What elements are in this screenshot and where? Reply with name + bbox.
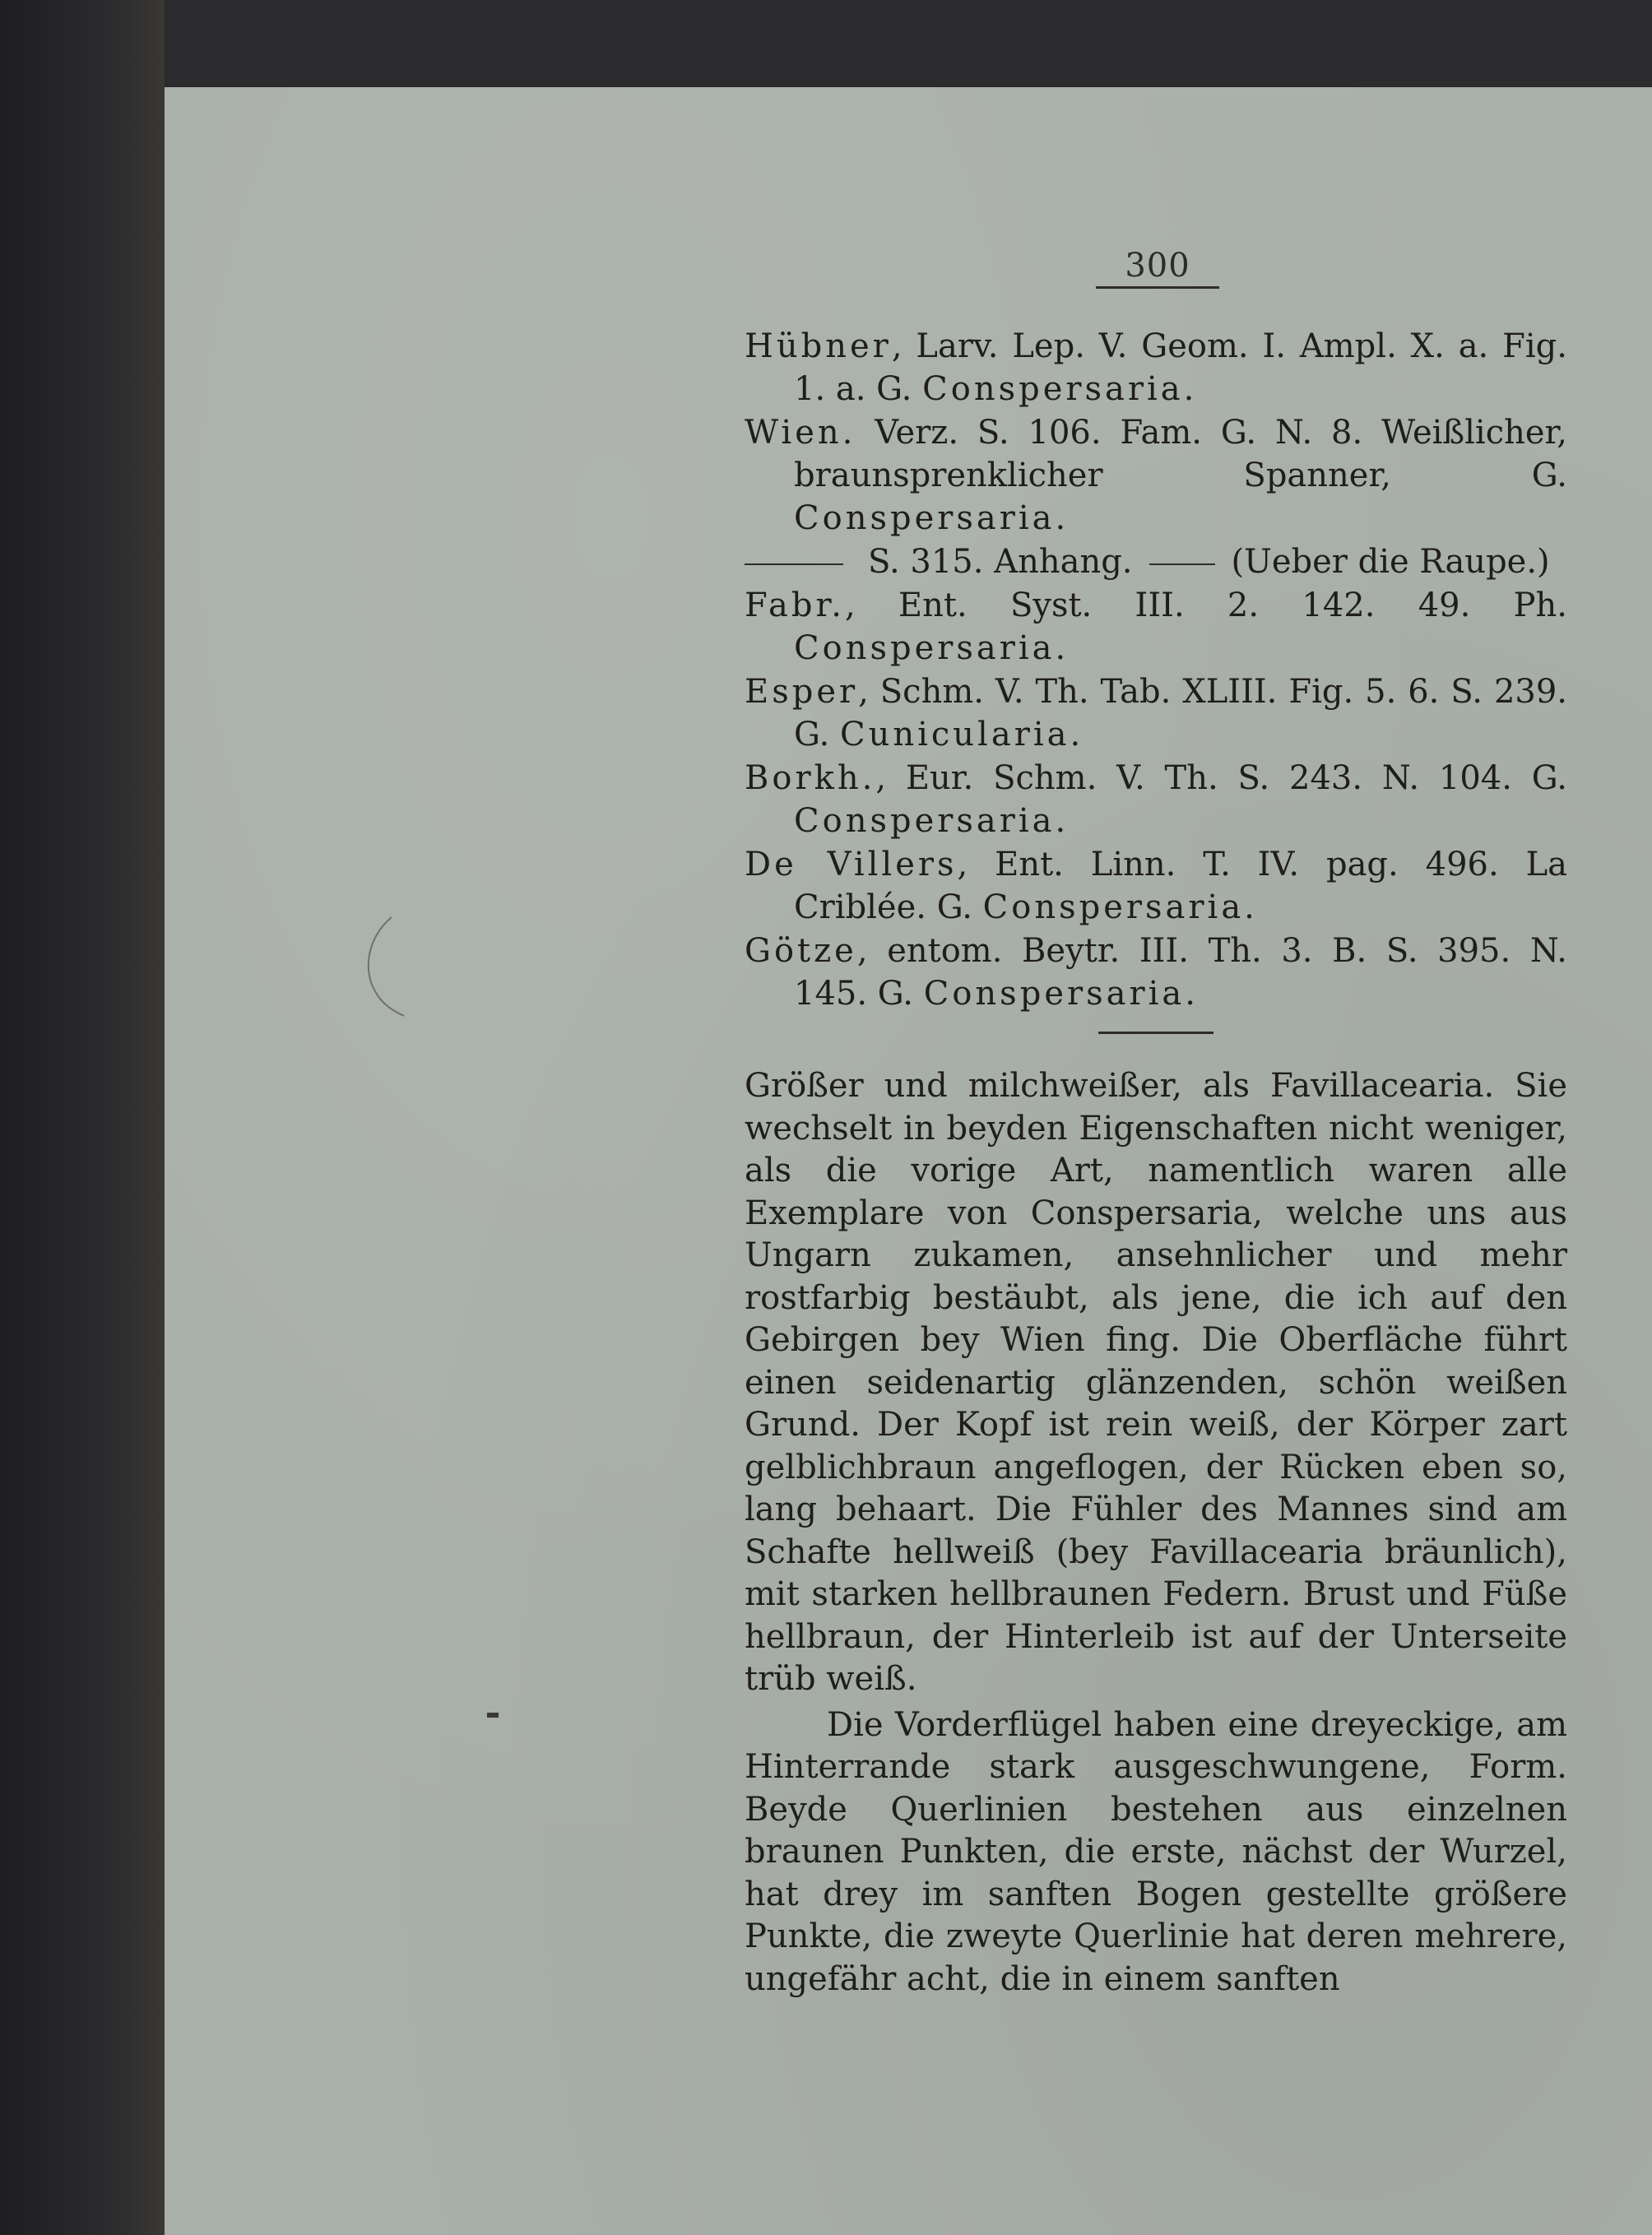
reference-entry xyxy=(745,670,1567,756)
ditto-dash xyxy=(1149,563,1215,565)
ditto-dash xyxy=(745,563,843,565)
reference-tail: . xyxy=(1055,499,1066,537)
reference-text: , Ent. Linn. T. IV. pag. 496. La Criblée. G. xyxy=(794,846,1568,926)
reference-text: Verz. S. 106. Fam. G. N. 8. Weißlicher, braunsprenklicher Spanner, G. xyxy=(794,414,1567,494)
reference-species: Conspersaria xyxy=(794,499,1056,537)
reference-author: Borkh. xyxy=(745,759,876,797)
reference-author: Fabr. xyxy=(745,587,845,624)
description-paragraph: Größer und milchweißer, als Favillacearia. Sie wechselt in beyden Eigenschaften nicht weniger, als die vorige Art, namentlich waren alle Exemplare von Conspersaria, welche uns aus Ungarn zukamen, ansehnlicher und mehr rostfarbig bestäubt, als jene, die ich auf den Gebirgen bey Wien fing. Die Oberfläche führt einen seidenartig glänzenden, schön weißen Grund. Der Kopf ist rein weiß, der Körper zart gelblichbraun angeflogen, der Rücken eben so, lang behaart. Die Fühler des Mannes sind am Schafte hellweiß (bey Favillacearia bräunlich), mit starken hellbraunen Federn. Brust und Füße hellbraun, der Hinterleib ist auf der Unterseite trüb weiß. xyxy=(745,1067,1567,1698)
reference-entry xyxy=(745,930,1567,1015)
page-number: 300 xyxy=(1125,247,1190,285)
reference-author: Wien. xyxy=(745,414,856,452)
reference-species: Conspersaria xyxy=(923,975,1186,1013)
reference-tail: . xyxy=(1070,716,1081,754)
reference-entry xyxy=(745,325,1567,410)
reference-text: S. 315. Anhang. xyxy=(868,543,1133,581)
page-number-rule xyxy=(1096,286,1219,289)
section-divider xyxy=(1098,1032,1213,1034)
reference-species: Conspersaria xyxy=(982,888,1245,926)
ink-dot xyxy=(487,1713,499,1718)
reference-text: , Schm. V. Th. Tab. XLIII. Fig. 5. 6. S. 239. G. xyxy=(794,673,1567,754)
reference-tail: . xyxy=(1055,802,1066,840)
reference-entry xyxy=(745,757,1567,842)
reference-author: De Villers xyxy=(745,846,958,883)
page-header xyxy=(1084,247,1232,289)
reference-entry xyxy=(745,540,1567,583)
reference-tail: . xyxy=(1183,370,1195,408)
reference-author: Esper xyxy=(745,673,859,711)
reference-species: Conspersaria xyxy=(794,802,1056,840)
reference-note: (Ueber die Raupe.) xyxy=(1231,543,1550,581)
reference-entry xyxy=(745,843,1567,929)
reference-entry xyxy=(745,584,1567,670)
pencil-mark xyxy=(359,913,408,1020)
reference-text: , Eur. Schm. V. Th. S. 243. N. 104. G. xyxy=(875,759,1567,797)
reference-author: Hübner xyxy=(745,327,892,365)
reference-tail: . xyxy=(1185,975,1195,1013)
reference-author: Götze xyxy=(745,932,857,970)
reference-text: , Larv. Lep. V. Geom. I. Ampl. X. a. Fig. 1. a. G. xyxy=(794,327,1567,408)
reference-species: Conspersaria xyxy=(794,629,1056,667)
reference-species: Conspersaria xyxy=(922,370,1184,408)
reference-tail: . xyxy=(1055,629,1066,667)
scan-background-left xyxy=(0,0,165,2235)
reference-entry xyxy=(745,411,1567,540)
reference-tail: . xyxy=(1244,888,1255,926)
page-text xyxy=(745,325,1567,2001)
description-paragraph: Die Vorderflügel haben eine dreyeckige, am Hinterrande stark ausgeschwungene, Form. Beyde Querlinien bestehen aus einzelnen braunen Punkten, die erste, nächst der Wurzel, hat drey im sanften Bogen gestellte größere Punkte, die zweyte Querlinie hat deren mehrere, ungefähr acht, die in einem sanften xyxy=(745,1705,1567,1998)
reference-species: Cunicularia xyxy=(839,716,1070,754)
reference-text: , entom. Beytr. III. Th. 3. B. S. 395. N. 145. G. xyxy=(794,932,1567,1013)
reference-text: , Ent. Syst. III. 2. 142. 49. Ph. xyxy=(844,587,1567,624)
